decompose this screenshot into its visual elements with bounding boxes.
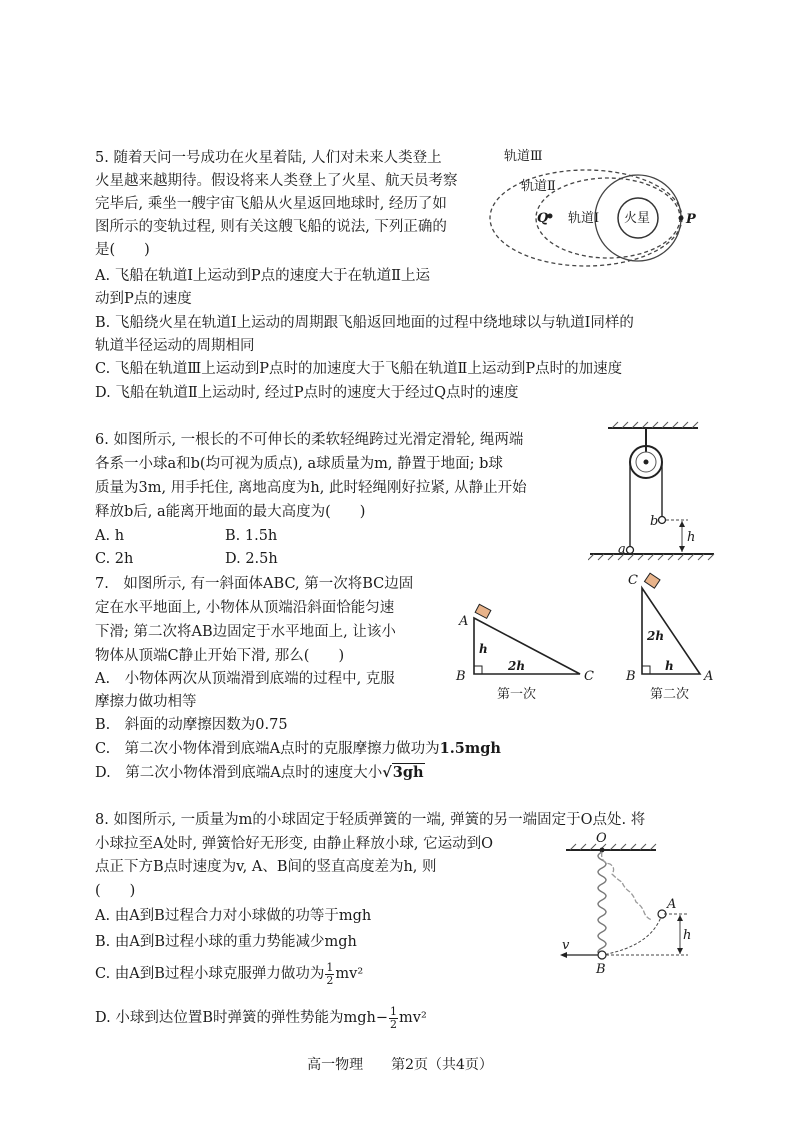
q6-pulley-figure (588, 420, 718, 565)
label-mars: 火星 (624, 211, 651, 226)
label-o: O (596, 831, 607, 846)
q7-figure-first (452, 598, 602, 710)
q8-line-4: ( ) (95, 883, 136, 899)
q8-line-3: 点正下方B点时速度为v, A、B间的竖直高度差为h, 则 (95, 859, 437, 875)
label-p: P (686, 212, 696, 227)
spring-stretched (602, 852, 652, 920)
q7-option-d-sqrt: √3gh (382, 764, 424, 781)
q7-option-c-value: 1.5mgh (439, 740, 501, 757)
q7-line-4: 物体从顶端C静止开始下滑, 那么( ) (95, 648, 345, 664)
q8-option-d-text: D. 小球到达位置B时弹簧的弹性势能为mgh− (95, 1010, 389, 1026)
ball-a (627, 547, 634, 554)
q7-option-d (95, 763, 425, 783)
label-B-2: B (626, 669, 636, 684)
q8-line-1: 8. 如图所示, 一质量为m的小球固定于轻质弹簧的一端, 弹簧的另一端固定于O点处. 将 (95, 812, 646, 828)
q6-option-b: B. 1.5h (225, 528, 278, 544)
q8-option-b: B. 由A到B过程小球的重力势能减少mgh (95, 934, 357, 950)
ball-at-b (598, 951, 606, 959)
q5-option-a: A. 飞船在轨道Ⅰ上运动到P点的速度大于在轨道Ⅱ上运 (95, 268, 431, 284)
page-footer: 高一物理 第2页（共4页） (307, 1057, 493, 1073)
label-h-1: h (479, 642, 488, 656)
q8-option-d (95, 1004, 427, 1032)
q6-option-c: C. 2h (95, 551, 134, 567)
label-h: h (683, 928, 692, 943)
q5-option-d: D. 飞船在轨道Ⅱ上运动时, 经过P点时的速度大于经过Q点时的速度 (95, 385, 519, 401)
label-h: h (687, 530, 696, 545)
label-B-1: B (456, 669, 466, 684)
label-A-2: A (704, 669, 714, 684)
q5-orbit-figure (488, 140, 712, 275)
q8-line-2: 小球拉至A处时, 弹簧恰好无形变, 由静止释放小球, 它运动到O (95, 836, 494, 852)
q7-line-3: 下滑; 第二次将AB边固定于水平地面上, 让该小 (95, 624, 396, 640)
label-a: A (667, 897, 677, 912)
q5-option-a-cont: 动到P点的速度 (95, 291, 192, 307)
q7-option-d-value: 3gh (392, 764, 424, 781)
swing-arc (602, 914, 662, 955)
label-orbit-2: 轨道Ⅱ (521, 179, 556, 194)
label-2h-1: 2h (508, 659, 526, 673)
caption-second: 第二次 (650, 687, 690, 702)
q6-option-a: A. h (95, 528, 125, 544)
q6-line-1: 6. 如图所示, 一根长的不可伸长的柔软轻绳跨过光滑定滑轮, 绳两端 (95, 432, 524, 448)
q8-option-a: A. 由A到B过程合力对小球做的功等于mgh (95, 908, 372, 924)
label-orbit-3: 轨道Ⅲ (504, 149, 543, 164)
q6-line-4: 释放b后, a能离开地面的最大高度为( ) (95, 504, 366, 520)
label-q: Q (537, 211, 549, 226)
block-1 (475, 604, 491, 618)
q8-option-c-text: C. 由A到B过程小球克服弹力做功为 (95, 966, 325, 982)
label-C-2: C (628, 573, 638, 588)
label-b: B (596, 962, 606, 977)
q5-line-1: 5. 随着天问一号成功在火星着陆, 人们对未来人类登上 (95, 150, 442, 166)
label-h-2: h (665, 659, 674, 673)
q7-figure-second (620, 570, 720, 710)
label-orbit-1: 轨道Ⅰ (568, 211, 600, 226)
q7-option-d-text: D. 第二次小物体滑到底端A点时的速度大小 (95, 765, 383, 781)
q8-option-c (95, 960, 363, 988)
q8-spring-figure (552, 828, 712, 978)
q8-option-c-mv2: mv² (335, 966, 364, 982)
q8-option-d-frac: $\frac{1}{2}$ (390, 1004, 398, 1031)
q5-option-b-cont: 轨道半径运动的周期相同 (95, 338, 255, 354)
q6-line-2: 各系一小球a和b(均可视为质点), a球质量为m, 静置于地面; b球 (95, 456, 503, 472)
ball-b (659, 517, 666, 524)
block-2 (644, 573, 660, 588)
q5-line-3: 完毕后, 乘坐一艘宇宙飞船从火星返回地球时, 经历了如 (95, 196, 447, 212)
spring-vertical (598, 852, 606, 956)
q8-option-d-mv2: mv² (399, 1010, 427, 1026)
q7-option-a: A. 小物体两次从顶端滑到底端的过程中, 克服 (95, 671, 395, 687)
incline-triangle-1 (474, 618, 580, 674)
caption-first: 第一次 (497, 687, 537, 702)
q7-option-b: B. 斜面的动摩擦因数为0.75 (95, 717, 288, 733)
label-A-1: A (459, 614, 469, 629)
pivot-o (600, 848, 605, 853)
q7-line-1: 7. 如图所示, 有一斜面体ABC, 第一次将BC边固 (95, 576, 414, 592)
q7-option-c-text: C. 第二次小物体滑到底端A点时的克服摩擦力做功为 (95, 741, 440, 757)
q7-option-a-cont: 摩擦力做功相等 (95, 694, 197, 710)
label-2h-2: 2h (647, 629, 665, 643)
label-C-1: C (584, 669, 594, 684)
q7-option-c (95, 739, 501, 759)
q5-line-2: 火星越来越期待。假设将来人类登上了火星、航天员考察 (95, 173, 458, 189)
q6-line-3: 质量为3m, 用手托住, 离地高度为h, 此时轻绳刚好拉紧, 从静止开始 (95, 480, 527, 496)
q8-option-c-frac: $\frac{1}{2}$ (326, 960, 334, 987)
q5-line-5: 是( ) (95, 242, 150, 258)
q5-line-4: 图所示的变轨过程, 则有关这艘飞船的说法, 下列正确的 (95, 219, 447, 235)
q5-option-c: C. 飞船在轨道Ⅲ上运动到P点时的加速度大于飞船在轨道Ⅱ上运动到P点时的加速度 (95, 361, 623, 377)
q7-line-2: 定在水平地面上, 小物体从顶端沿斜面恰能匀速 (95, 600, 395, 616)
label-b: b (650, 514, 659, 529)
label-v: v (562, 938, 570, 953)
label-a: a (618, 542, 626, 557)
q5-option-b: B. 飞船绕火星在轨道Ⅰ上运动的周期跟飞船返回地面的过程中绕地球以与轨道Ⅰ同样的 (95, 315, 634, 331)
point-p (679, 216, 684, 221)
q6-option-d: D. 2.5h (225, 551, 278, 567)
